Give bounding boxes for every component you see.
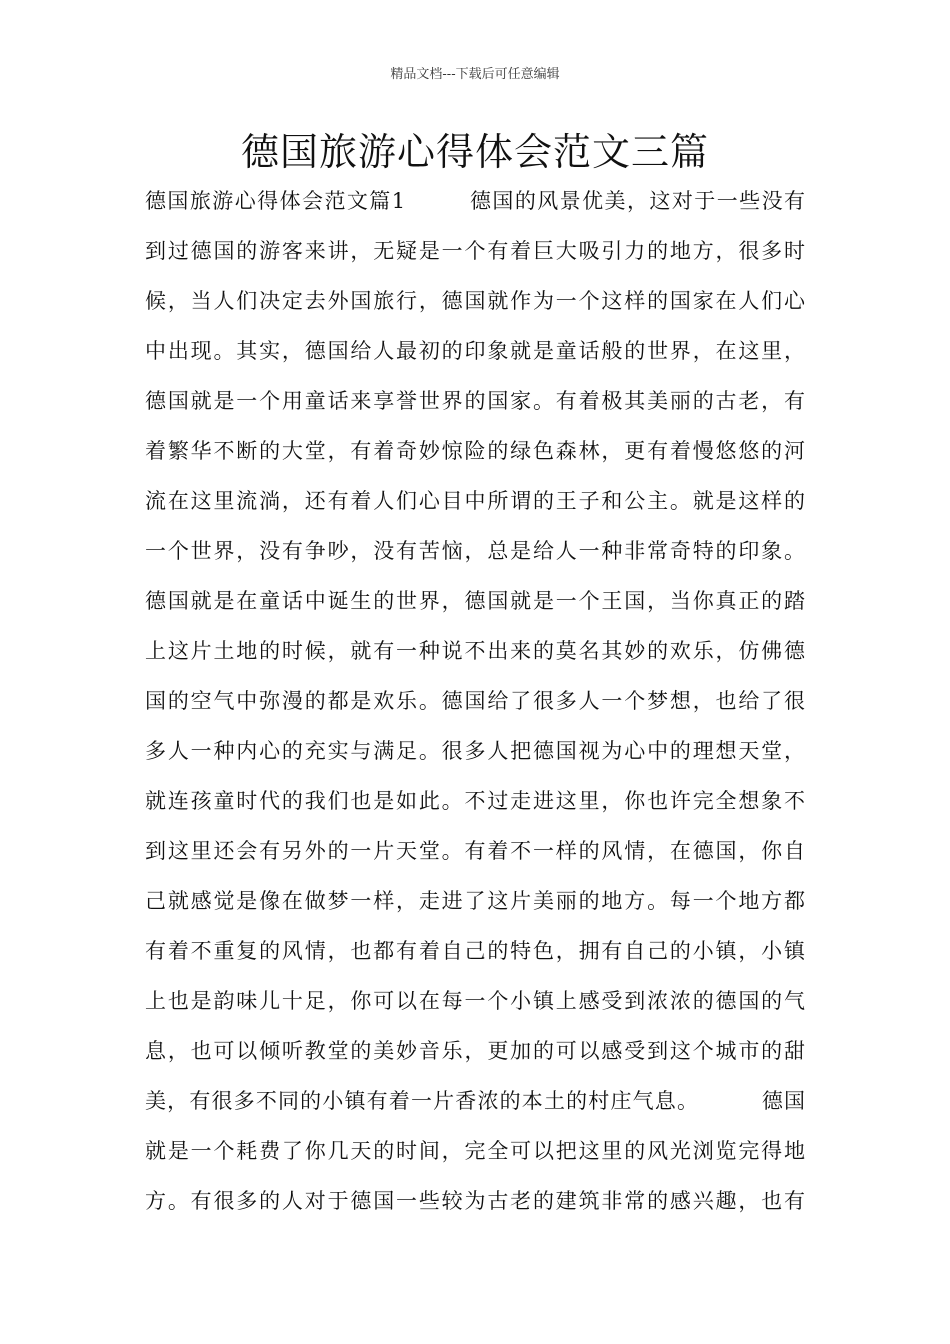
text-line: 德国就是在童话中诞生的世界，德国就是一个王国，当你真正的踏: [145, 589, 805, 613]
text-line: 德国旅游心得体会范文篇1 德国的风景优美，这对于一些没有: [145, 189, 805, 213]
text-line: 候，当人们决定去外国旅行，德国就作为一个这样的国家在人们心: [145, 289, 805, 313]
text-line: 德国就是一个用童话来享誉世界的国家。有着极其美丽的古老，有: [145, 389, 805, 413]
document-title: 德国旅游心得体会范文三篇: [240, 130, 709, 174]
text-line: 到过德国的游客来讲，无疑是一个有着巨大吸引力的地方，很多时: [145, 239, 805, 263]
text-line: 多人一种内心的充实与满足。很多人把德国视为心中的理想天堂，: [145, 739, 805, 763]
text-line: 到这里还会有另外的一片天堂。有着不一样的风情，在德国，你自: [145, 839, 805, 863]
text-line: 方。有很多的人对于德国一些较为古老的建筑非常的感兴趣，也有: [145, 1189, 805, 1213]
page-header: 精品文档---下载后可任意编辑: [390, 67, 560, 82]
document-body: [145, 176, 805, 1226]
text-line: 流在这里流淌，还有着人们心目中所谓的王子和公主。就是这样的: [145, 489, 805, 513]
text-line: 有着不重复的风情，也都有着自己的特色，拥有自己的小镇，小镇: [145, 939, 805, 963]
text-line: 中出现。其实，德国给人最初的印象就是童话般的世界，在这里，: [145, 339, 805, 363]
text-line: 息，也可以倾听教堂的美妙音乐，更加的可以感受到这个城市的甜: [145, 1039, 805, 1063]
text-line: 一个世界，没有争吵，没有苦恼，总是给人一种非常奇特的印象。: [145, 539, 805, 563]
text-line: 就连孩童时代的我们也是如此。不过走进这里，你也许完全想象不: [145, 789, 805, 813]
text-line: 美，有很多不同的小镇有着一片香浓的本土的村庄气息。 德国: [145, 1089, 805, 1113]
text-line: 上这片土地的时候，就有一种说不出来的莫名其妙的欢乐，仿佛德: [145, 639, 805, 663]
text-line: 就是一个耗费了你几天的时间，完全可以把这里的风光浏览完得地: [145, 1139, 805, 1163]
text-line: 国的空气中弥漫的都是欢乐。德国给了很多人一个梦想，也给了很: [145, 689, 805, 713]
text-line: 着繁华不断的大堂，有着奇妙惊险的绿色森林，更有着慢悠悠的河: [145, 439, 805, 463]
text-line: 上也是韵味儿十足，你可以在每一个小镇上感受到浓浓的德国的气: [145, 989, 805, 1013]
text-line: 己就感觉是像在做梦一样，走进了这片美丽的地方。每一个地方都: [145, 889, 805, 913]
